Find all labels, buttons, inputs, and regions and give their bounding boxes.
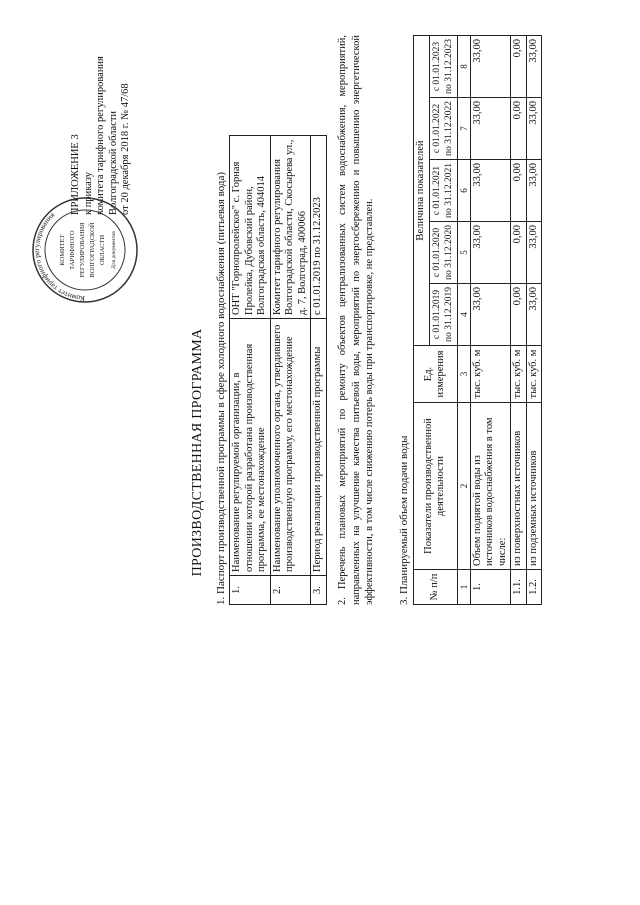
row-value: 0,00 xyxy=(511,284,527,346)
column-index: 4 xyxy=(457,284,470,346)
column-index: 8 xyxy=(457,36,470,98)
official-stamp xyxy=(30,195,140,305)
column-index: 3 xyxy=(457,346,470,403)
table-row xyxy=(230,136,271,605)
water-volume-table xyxy=(413,35,542,605)
row-value: 33,00 xyxy=(470,36,511,98)
table-header-row xyxy=(414,36,430,605)
row-value: 33,00 xyxy=(470,284,511,346)
row-value: с 01.01.2019 по 31.12.2023 xyxy=(311,136,327,319)
page-title: ПРОИЗВОДСТВЕННАЯ ПРОГРАММА xyxy=(190,328,205,577)
passport-table xyxy=(229,135,327,605)
table-row xyxy=(270,136,311,605)
stamp-inner-1: КОМИТЕТ xyxy=(59,234,66,266)
section2-text: 2. Перечень плановых мероприятий по ремонту объектов централизованных систем водоснабжения, мероприятий, направленных на улучшение качества питьевой воды, мероприятий по энергосбережению и повышению энергетической эффективности, в том числе снижению потерь воды при транспортировке, не представлен. xyxy=(337,35,375,605)
table-row xyxy=(470,36,511,605)
column-index: 2 xyxy=(457,403,470,570)
row-unit: тыс. куб. м xyxy=(470,346,511,403)
row-number: 1. xyxy=(470,570,511,605)
column-index: 1 xyxy=(457,570,470,605)
row-value: 33,00 xyxy=(526,222,542,284)
column-index: 6 xyxy=(457,160,470,222)
appendix-line-4: Волгоградской области xyxy=(107,110,119,215)
stamp-seal-icon xyxy=(30,195,140,305)
row-value: 0,00 xyxy=(511,160,527,222)
row-value: Комитет тарифного регулирования Волгоградской области, Скосырева ул., д. 7, Волгоград, 400066 xyxy=(270,136,311,319)
column-index: 7 xyxy=(457,98,470,160)
row-value: 33,00 xyxy=(470,160,511,222)
header-period: с 01.01.2021 по 31.12.2021 xyxy=(429,160,457,222)
row-value: 33,00 xyxy=(526,160,542,222)
header-period: с 01.01.2019 по 31.12.2019 xyxy=(429,284,457,346)
row-value: 33,00 xyxy=(470,222,511,284)
table-row xyxy=(526,36,542,605)
stamp-inner-2: ТАРИФНОГО xyxy=(69,230,76,270)
stamp-ring-text: Комитет тарифного регулирования xyxy=(31,210,86,304)
stamp-inner-6: Для документов xyxy=(111,231,117,269)
row-label: Период реализации производственной программы xyxy=(311,319,327,576)
header-num: № п/п xyxy=(414,570,458,605)
row-value: 0,00 xyxy=(511,222,527,284)
stamp-inner-3: РЕГУЛИРОВАНИЯ xyxy=(79,222,86,278)
appendix-line-2: к приказу xyxy=(82,172,94,215)
header-values: Величина показателей xyxy=(414,36,430,346)
stamp-inner-4: ВОЛГОГРАДСКОЙ xyxy=(89,222,96,278)
appendix-line-5: от 20 декабря 2018 г. № 47/68 xyxy=(120,83,131,215)
row-unit: тыс. куб. м xyxy=(511,346,527,403)
row-name: из подземных источников xyxy=(526,403,542,570)
row-number: 2. xyxy=(270,576,311,605)
header-period: с 01.01.2020 по 31.12.2020 xyxy=(429,222,457,284)
row-name: из поверхностных источников xyxy=(511,403,527,570)
appendix-line-3: комитета тарифного регулирования xyxy=(95,56,106,215)
row-number: 1. xyxy=(230,576,271,605)
header-unit: Ед. измерения xyxy=(414,346,458,403)
table-row xyxy=(511,36,527,605)
header-indicator: Показатели производственной деятельности xyxy=(414,403,458,570)
header-period: с 01.01.2022 по 31.12.2022 xyxy=(429,98,457,160)
column-index: 5 xyxy=(457,222,470,284)
row-value: 33,00 xyxy=(470,98,511,160)
row-value: 0,00 xyxy=(511,36,527,98)
row-value: 33,00 xyxy=(526,98,542,160)
row-value: 33,00 xyxy=(526,284,542,346)
appendix-block xyxy=(70,15,133,215)
header-period: с 01.01.2023 по 31.12.2023 xyxy=(429,36,457,98)
row-number: 3. xyxy=(311,576,327,605)
section1-heading: 1. Паспорт производственной программы в сфере холодного водоснабжения (питьевая вода) xyxy=(215,171,227,605)
row-number: 1.2. xyxy=(526,570,542,605)
row-number: 1.1. xyxy=(511,570,527,605)
appendix-line-1: ПРИЛОЖЕНИЕ 3 xyxy=(70,134,81,215)
table-index-row xyxy=(457,36,470,605)
row-label: Наименование регулируемой организации, в отношении которой разработана производственная программа, ее местонахождение xyxy=(230,319,271,576)
row-label: Наименование уполномоченного органа, утвердившего производственную программу, его местонахождение xyxy=(270,319,311,576)
row-value: 0,00 xyxy=(511,98,527,160)
row-unit: тыс. куб. м xyxy=(526,346,542,403)
table-row xyxy=(311,136,327,605)
row-value: 33,00 xyxy=(526,36,542,98)
stamp-inner-5: ОБЛАСТИ xyxy=(99,234,106,266)
section3-heading: 3. Планируемый объем подачи воды xyxy=(398,435,410,605)
row-value: ОНТ "Горнопролейское" с. Горная Пролейка, Дубовский район, Волгоградская область, 404014 xyxy=(230,136,271,319)
row-name: Объем поднятой воды из источников водоснабжения в том числе: xyxy=(470,403,511,570)
